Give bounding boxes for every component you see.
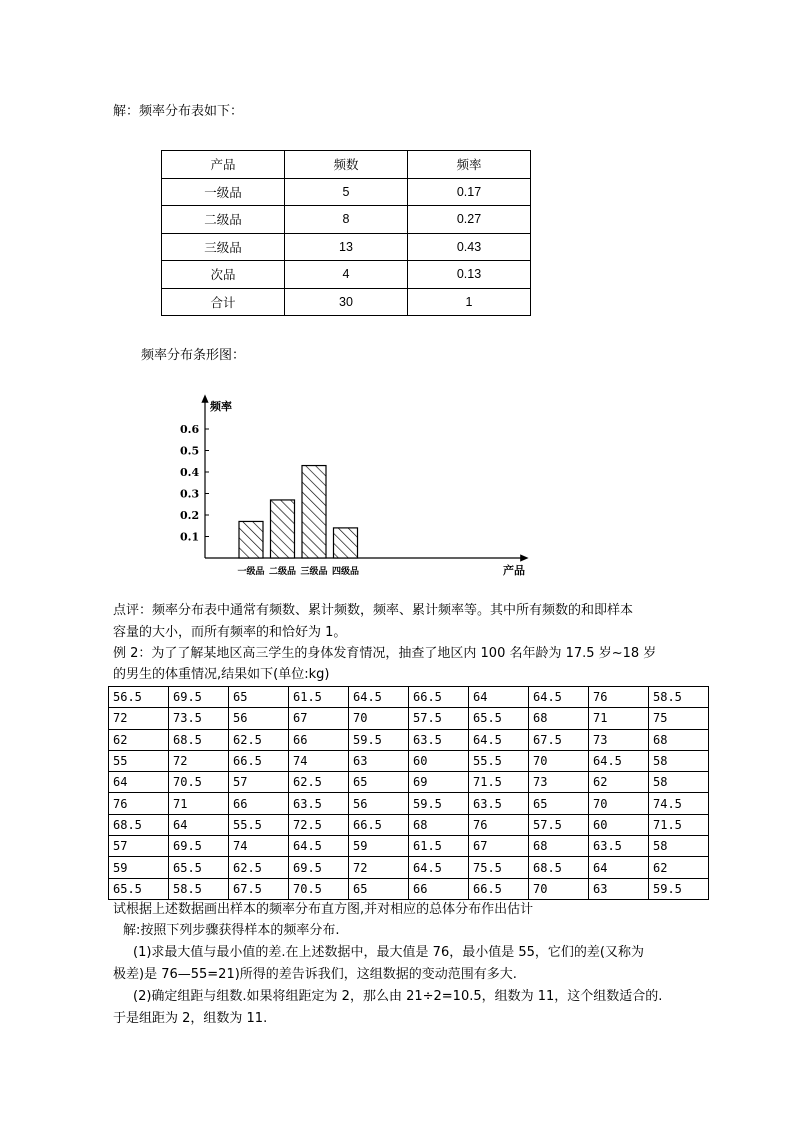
table-cell: 63.5 — [289, 793, 349, 814]
table-cell: 74.5 — [649, 793, 709, 814]
y-axis-label: 频率 — [210, 400, 232, 413]
bar-1 — [239, 521, 263, 558]
table-cell: 0.17 — [408, 178, 531, 206]
table-row — [162, 206, 531, 234]
table-cell: 59.5 — [409, 793, 469, 814]
table-cell: 62.5 — [229, 857, 289, 878]
y-tick-label: 0.3 — [180, 487, 200, 501]
table-cell: 55.5 — [469, 750, 529, 771]
table-cell: 64.5 — [289, 836, 349, 857]
table-cell: 69.5 — [169, 836, 229, 857]
table-cell: 1 — [408, 288, 531, 316]
table-cell: 一级品 — [162, 178, 285, 206]
table-cell: 65.5 — [109, 878, 169, 899]
table-cell: 67 — [289, 708, 349, 729]
table-cell: 67 — [469, 836, 529, 857]
table-cell: 68 — [529, 836, 589, 857]
example-line-1: 例 2：为了了解某地区高三学生的身体发育情况，抽查了地区内 100 名年龄为 17.5 岁~18 岁 — [113, 646, 657, 661]
bar-chart-caption: 频率分布条形图： — [141, 348, 246, 363]
comment-line-2: 容量的大小，而所有频率的和恰好为 1。 — [113, 625, 347, 640]
table-cell: 69.5 — [289, 857, 349, 878]
table-cell: 63.5 — [469, 793, 529, 814]
task-text: 试根据上述数据画出样本的频率分布直方图,并对相应的总体分布作出估计 — [113, 902, 534, 917]
table-cell: 71.5 — [469, 772, 529, 793]
table-cell: 68.5 — [529, 857, 589, 878]
table-cell: 74 — [289, 750, 349, 771]
table-cell: 66 — [409, 878, 469, 899]
table-cell: 58 — [649, 772, 709, 793]
table-cell: 70 — [349, 708, 409, 729]
table-cell: 55.5 — [229, 814, 289, 835]
table-cell: 69 — [409, 772, 469, 793]
table-row — [162, 261, 531, 289]
table-cell: 59 — [109, 857, 169, 878]
table-cell: 4 — [285, 261, 408, 289]
table-cell: 合计 — [162, 288, 285, 316]
table-cell: 64.5 — [589, 750, 649, 771]
table-cell: 72.5 — [289, 814, 349, 835]
table-cell: 0.13 — [408, 261, 531, 289]
y-tick-label: 0.5 — [180, 444, 200, 458]
step2-line-1: (2)确定组距与组数.如果将组距定为 2，那么由 21÷2=10.5，组数为 11，这个组数适合的. — [133, 989, 663, 1004]
y-tick-label: 0.1 — [180, 530, 200, 544]
table-cell: 62 — [589, 772, 649, 793]
table-cell: 次品 — [162, 261, 285, 289]
table-cell: 59.5 — [649, 878, 709, 899]
step1-line-2: 极差)是 76—55=21)所得的差告诉我们，这组数据的变动范围有多大. — [113, 967, 517, 982]
table-cell: 69.5 — [169, 687, 229, 708]
table-cell: 62.5 — [289, 772, 349, 793]
table-cell: 55 — [109, 750, 169, 771]
table-row — [109, 857, 709, 878]
category-label: 二级品 — [268, 567, 297, 577]
table-row — [109, 772, 709, 793]
table-row — [162, 233, 531, 261]
table-cell: 65 — [529, 793, 589, 814]
example-line-2: 的男生的体重情况,结果如下(单位:kg) — [113, 667, 330, 682]
table-cell: 68 — [529, 708, 589, 729]
table-cell: 64.5 — [409, 857, 469, 878]
table-cell: 65 — [229, 687, 289, 708]
table-cell: 68.5 — [169, 729, 229, 750]
table-cell: 67.5 — [229, 878, 289, 899]
table-cell: 68 — [409, 814, 469, 835]
table-row — [162, 178, 531, 206]
table-cell: 5 — [285, 178, 408, 206]
frequency-bar-chart — [170, 390, 540, 585]
y-tick-label: 0.2 — [180, 509, 200, 522]
table-row — [109, 836, 709, 857]
table-cell: 64.5 — [349, 687, 409, 708]
table-cell: 70.5 — [289, 878, 349, 899]
table-cell: 59.5 — [349, 729, 409, 750]
table-cell: 59 — [349, 836, 409, 857]
table-row — [109, 687, 709, 708]
table-row — [109, 793, 709, 814]
category-label: 三级品 — [300, 567, 328, 577]
table-cell: 72 — [109, 708, 169, 729]
table-cell: 64 — [469, 687, 529, 708]
comment-line-1: 点评：频率分布表中通常有频数、累计频数，频率、累计频率等。其中所有频数的和即样本 — [113, 603, 634, 618]
table-cell: 62.5 — [229, 729, 289, 750]
table-header-cell: 频数 — [285, 151, 408, 179]
table-header-row — [162, 151, 531, 179]
table-cell: 68.5 — [109, 814, 169, 835]
table-cell: 66.5 — [229, 750, 289, 771]
table-cell: 63 — [589, 878, 649, 899]
intro-text: 解：频率分布表如下： — [113, 104, 244, 119]
table-cell: 73 — [529, 772, 589, 793]
table-row — [109, 750, 709, 771]
table-cell: 64 — [109, 772, 169, 793]
table-cell: 13 — [285, 233, 408, 261]
table-cell: 66 — [229, 793, 289, 814]
table-cell: 56 — [349, 793, 409, 814]
table-cell: 30 — [285, 288, 408, 316]
table-cell: 65 — [349, 772, 409, 793]
weights-table — [108, 686, 709, 900]
table-cell: 74 — [229, 836, 289, 857]
table-cell: 62 — [649, 857, 709, 878]
table-header-cell: 产品 — [162, 151, 285, 179]
step1-line-1: (1)求最大值与最小值的差.在上述数据中，最大值是 76，最小值是 55，它们的差(又称为 — [133, 945, 644, 960]
table-cell: 71.5 — [649, 814, 709, 835]
table-cell: 56.5 — [109, 687, 169, 708]
table-cell: 58 — [649, 750, 709, 771]
solution-text: 解:按照下列步骤获得样本的频率分布. — [123, 923, 340, 938]
table-cell: 75 — [649, 708, 709, 729]
table-cell: 70 — [589, 793, 649, 814]
table-cell: 二级品 — [162, 206, 285, 234]
bar-2 — [271, 500, 295, 558]
table-cell: 63 — [349, 750, 409, 771]
table-cell: 66.5 — [409, 687, 469, 708]
table-row — [109, 708, 709, 729]
table-cell: 76 — [469, 814, 529, 835]
table-cell: 70 — [529, 750, 589, 771]
table-cell: 60 — [589, 814, 649, 835]
table-cell: 66.5 — [469, 878, 529, 899]
table-cell: 75.5 — [469, 857, 529, 878]
table-cell: 58 — [649, 836, 709, 857]
table-cell: 64 — [589, 857, 649, 878]
table-cell: 63.5 — [409, 729, 469, 750]
table-cell: 72 — [169, 750, 229, 771]
table-cell: 56 — [229, 708, 289, 729]
table-cell: 65 — [349, 878, 409, 899]
x-axis-label: 产品 — [503, 564, 525, 577]
y-tick-label: 0.4 — [180, 466, 200, 479]
table-cell: 0.43 — [408, 233, 531, 261]
table-cell: 65.5 — [469, 708, 529, 729]
table-cell: 63.5 — [589, 836, 649, 857]
table-row — [109, 729, 709, 750]
table-cell: 57.5 — [409, 708, 469, 729]
y-tick-label: 0.6 — [180, 423, 200, 436]
table-cell: 58.5 — [649, 687, 709, 708]
table-cell: 67.5 — [529, 729, 589, 750]
table-cell: 66 — [289, 729, 349, 750]
table-row — [109, 814, 709, 835]
table-cell: 70 — [529, 878, 589, 899]
table-cell: 71 — [589, 708, 649, 729]
table-cell: 70.5 — [169, 772, 229, 793]
table-cell: 73.5 — [169, 708, 229, 729]
table-cell: 72 — [349, 857, 409, 878]
table-cell: 61.5 — [289, 687, 349, 708]
table-cell: 66.5 — [349, 814, 409, 835]
table-row — [109, 878, 709, 899]
table-cell: 60 — [409, 750, 469, 771]
table-cell: 57 — [109, 836, 169, 857]
table-cell: 62 — [109, 729, 169, 750]
frequency-table — [161, 150, 531, 316]
table-row — [162, 288, 531, 316]
table-cell: 57.5 — [529, 814, 589, 835]
table-cell: 65.5 — [169, 857, 229, 878]
table-cell: 76 — [589, 687, 649, 708]
table-cell: 8 — [285, 206, 408, 234]
table-cell: 71 — [169, 793, 229, 814]
table-cell: 64.5 — [529, 687, 589, 708]
table-cell: 73 — [589, 729, 649, 750]
table-cell: 57 — [229, 772, 289, 793]
category-label: 四级品 — [331, 567, 360, 577]
table-cell: 58.5 — [169, 878, 229, 899]
step2-line-2: 于是组距为 2，组数为 11. — [113, 1011, 268, 1026]
bar-3 — [302, 466, 326, 558]
table-cell: 76 — [109, 793, 169, 814]
table-cell: 68 — [649, 729, 709, 750]
table-cell: 三级品 — [162, 233, 285, 261]
table-cell: 61.5 — [409, 836, 469, 857]
category-label: 一级品 — [237, 567, 265, 577]
table-cell: 64 — [169, 814, 229, 835]
bar-4 — [334, 528, 358, 558]
table-cell: 0.27 — [408, 206, 531, 234]
table-header-cell: 频率 — [408, 151, 531, 179]
table-cell: 64.5 — [469, 729, 529, 750]
